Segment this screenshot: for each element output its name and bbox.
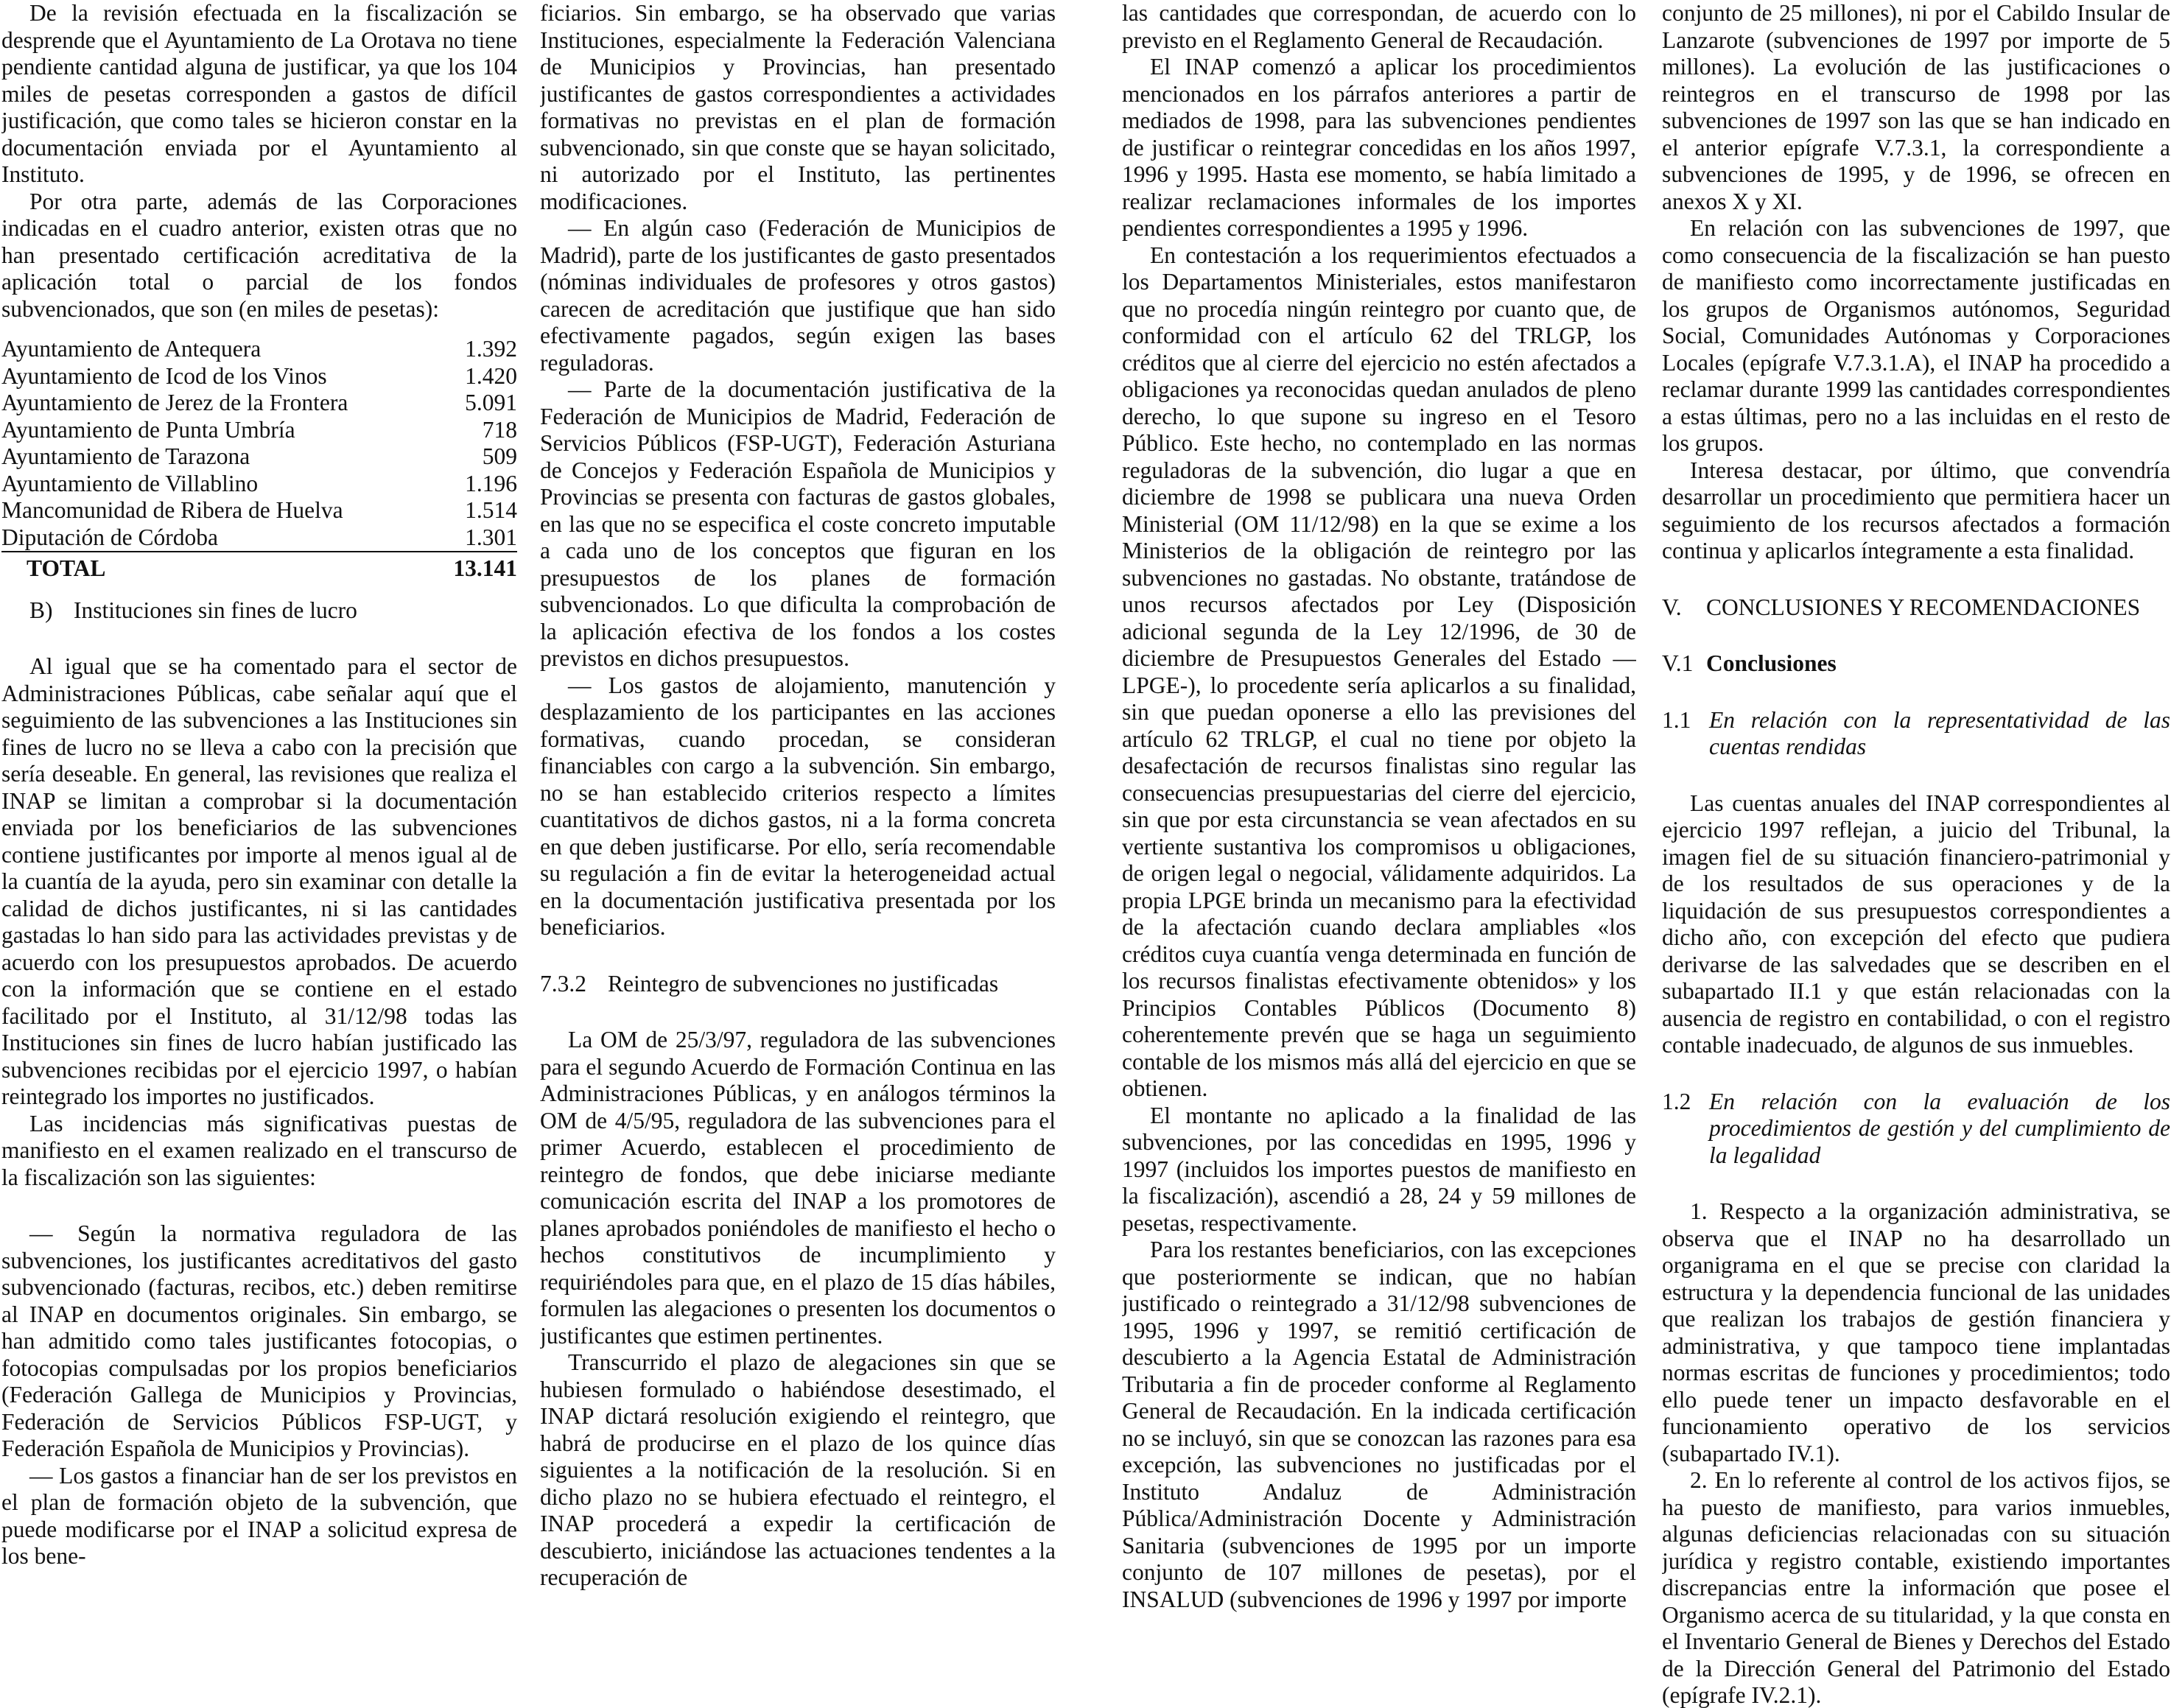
subsection-title: En relación con la evaluación de los procedimientos de gestión y del cumplimiento de la legalidad xyxy=(1709,1088,2170,1168)
entity-name: Ayuntamiento de Jerez de la Frontera xyxy=(1,390,348,415)
paragraph: ficiarios. Sin embargo, se ha observado que varias Instituciones, especialmente la Federación Valenciana de Municipios y Provincias, han presentado justificantes de gastos correspondientes a actividades formativas no previstas en el plan de formación subvencionado, sin que conste que se hayan solicitado, ni autorizado por el Instituto, las pertinentes modificaciones. xyxy=(540,0,1056,214)
paragraph: Interesa destacar, por último, que convendría desarrollar un procedimiento que permitiera hacer un seguimiento de los recursos afectados a formación continua y aplicarlos íntegramente a esta finalidad. xyxy=(1662,457,2170,563)
subsection-number: 1.2 xyxy=(1662,1088,1691,1114)
table-row xyxy=(1,443,517,471)
column-4 xyxy=(1662,0,2170,1708)
paragraph: — Según la normativa reguladora de las subvenciones, los justificantes acreditativos del gasto subvencionado (facturas, recibos, etc.) deben remitirse al INAP en documentos originales. Sin embargo, se han admitido como tales justificantes fotocopias, o fotocopias compulsadas por los propios beneficiarios (Federación Gallega de Municipios y Provincias, Federación de Servicios Públicos FSP-UGT, y Federación Española de Municipios y Provincias). xyxy=(1,1220,517,1461)
table-row xyxy=(1,363,517,390)
table-row xyxy=(1,417,517,444)
entity-name: Mancomunidad de Ribera de Huelva xyxy=(1,497,343,523)
entity-amount: 1.514 xyxy=(465,497,517,523)
column-1 xyxy=(1,0,517,1708)
entity-name: Ayuntamiento de Tarazona xyxy=(1,443,250,469)
table-row xyxy=(1,497,517,524)
subsection-number: 1.1 xyxy=(1662,706,1691,733)
section-number: V. xyxy=(1662,594,1682,620)
column-2 xyxy=(540,0,1056,1708)
entity-name: Ayuntamiento de Punta Umbría xyxy=(1,416,295,443)
entity-name: Diputación de Córdoba xyxy=(1,524,218,550)
total-label: TOTAL xyxy=(1,552,437,583)
paragraph: — Los gastos de alojamiento, manutención y desplazamiento de los participantes en las acciones formativas, cuando procedan, se consideran financiables con cargo a la subvención. Sin embargo, no se han establecido criterios respecto a límites cuantitativos de dichos gastos, ni a la forma concreta en que deben justificarse. Por ello, sería recomendable su regulación a fin de evitar la heterogeneidad actual en la documentación justificativa presentada por los beneficiarios. xyxy=(540,672,1056,940)
column-3 xyxy=(1122,0,1636,1708)
paragraph: Para los restantes beneficiarios, con las excepciones que posteriormente se indican, que no habían justificado o reintegrado a 31/12/98 subvenciones de 1995, 1996 y 1997, se remitió certificación de descubierto a la Agencia Estatal de Administración Tributaria a fin de proceder conforme al Reglamento General de Recaudación. En la indicada certificación no se incluyó, sin que se conozcan las razones para esa excepción, las subvenciones no justificadas por el Instituto Andaluz de Administración Pública/Administración Docente y Administración Sanitaria (subvenciones de 1995 por un importe conjunto de 107 millones de pesetas), por el INSALUD (subvenciones de 1996 y 1997 por importe xyxy=(1122,1237,1636,1612)
entity-amount: 509 xyxy=(482,443,517,469)
entity-amount: 1.392 xyxy=(465,336,517,362)
subheading-732 xyxy=(540,971,1056,998)
section-title: Conclusiones xyxy=(1706,650,1837,676)
paragraph: — Parte de la documentación justificativa de la Federación de Municipios de Madrid, Federación de Servicios Públicos (FSP-UGT), Federación Asturiana de Concejos y Federación Española de Municipios y Provincias se presenta con facturas de gastos globales, en las que no se especifica el coste concreto imputable a cada uno de los conceptos que figuran en los presupuestos de los planes de formación subvencionados. Lo que dificulta la comprobación de la aplicación efectiva de los fondos a los costes previstos en dichos presupuestos. xyxy=(540,376,1056,671)
entity-name: Ayuntamiento de Villablino xyxy=(1,470,259,496)
paragraph: 2. En lo referente al control de los activos fijos, se ha puesto de manifiesto, para varios inmuebles, algunas deficiencias relacionadas con su situación jurídica y registro contable, existiendo importantes discrepancias entre la información que posee el Organismo acerca de su titularidad, y la que consta en el Inventario General de Bienes y Derechos del Estado de la Dirección General del Patrimonio del Estado (epígrafe IV.2.1). xyxy=(1662,1467,2170,1708)
paragraph: Las cuentas anuales del INAP correspondientes al ejercicio 1997 reflejan, a juicio del Tribunal, la imagen fiel de su situación financiero-patrimonial y de los resultados de sus operaciones y de la liquidación de sus presupuestos correspondientes a dicho año, con excepción del efecto que pudiera derivarse de las salvedades que se describen en el subapartado II.1 y que están relacionadas con la ausencia de registro en contabilidad, o con el registro contable inadecuado, de algunos de sus inmuebles. xyxy=(1662,790,2170,1058)
section-number: V.1 xyxy=(1662,650,1694,676)
table-row xyxy=(1,524,517,552)
paragraph: — En algún caso (Federación de Municipios de Madrid), parte de los justificantes de gasto presentados (nóminas individuales de profesores y otros gastos) carecen de acreditación que justifique que han sido efectivamente pagados, según exigen las bases reguladoras. xyxy=(540,215,1056,376)
paragraph: El INAP comenzó a aplicar los procedimientos mencionados en los párrafos anteriores a partir de mediados de 1998, para las subvenciones pendientes de justificar o reintegrar concedidas en los años 1997, 1996 y 1995. Hasta ese momento, se había limitado a realizar reclamaciones informales de los importes pendientes correspondientes a 1995 y 1996. xyxy=(1122,54,1636,241)
subsection-title: En relación con la representatividad de las cuentas rendidas xyxy=(1709,706,2170,759)
paragraph: las cantidades que correspondan, de acuerdo con lo previsto en el Reglamento General de Recaudación. xyxy=(1122,0,1636,53)
subheading-title: Reintegro de subvenciones no justificadas xyxy=(608,970,999,997)
subheading-title: Instituciones sin fines de lucro xyxy=(74,597,357,623)
paragraph: 1. Respecto a la organización administrativa, se observa que el INAP no ha desarrollado un organigrama en el que se precise con claridad la estructura y la dependencia funcional de las unidades que realizan los trabajos de gestión financiera y administrativa, y que tampoco tiene implantadas normas escritas de funciones y procedimientos; todo ello puede tener un impacto desfavorable en el funcionamiento operativo de los servicios (subapartado IV.1). xyxy=(1662,1198,2170,1466)
entity-amount: 1.196 xyxy=(465,470,517,496)
section-title: CONCLUSIONES Y RECOMENDACIONES xyxy=(1706,594,2141,620)
subheading-b xyxy=(1,597,517,625)
table-row xyxy=(1,336,517,363)
entity-name: Ayuntamiento de Icod de los Vinos xyxy=(1,362,327,389)
paragraph: En relación con las subvenciones de 1997, que como consecuencia de la fiscalización se han puesto de manifiesto como incorrectamente justificadas en los grupos de Organismos autónomos, Seguridad Social, Comunidades Autónomas y Corporaciones Locales (epígrafe V.7.3.1.A), el INAP ha procedido a reclamar durante 1999 las cantidades correspondientes a estas últimas, pero no a las incluidas en el resto de los grupos. xyxy=(1662,215,2170,456)
paragraph: Por otra parte, además de las Corporaciones indicadas en el cuadro anterior, existen otras que no han presentado certificación acreditativa de la aplicación total o parcial de los fondos subvencionados, que son (en miles de pesetas): xyxy=(1,188,517,322)
paragraph: El montante no aplicado a la finalidad de las subvenciones, por las concedidas en 1995, 1996 y 1997 (incluidos los importes puestos de manifiesto en la fiscalización), ascendió a 28, 24 y 59 millones de pesetas, respectivamente. xyxy=(1122,1102,1636,1236)
paragraph: Las incidencias más significativas puestas de manifiesto en el examen realizado en el transcurso de la fiscalización son las siguientes: xyxy=(1,1110,517,1190)
paragraph: — Los gastos a financiar han de ser los previstos en el plan de formación objeto de la subvención, que puede modificarse por el INAP a solicitud expresa de los bene- xyxy=(1,1462,517,1569)
paragraph: Al igual que se ha comentado para el sector de Administraciones Públicas, cabe señalar aquí que el seguimiento de las subvenciones a las Instituciones sin fines de lucro no se lleva a cabo con la precisión que sería deseable. En general, las revisiones que realiza el INAP se limitan a comprobar si la documentación enviada por los beneficiarios de las subvenciones contiene justificantes por importe al menos igual al de la cuantía de la ayuda, pero sin examinar con detalle la calidad de dichos justificantes, ni si las cantidades gastadas lo han sido para las actividades previstas y de acuerdo con los presupuestos aprobados. De acuerdo con la información que se contiene en el estado facilitado por el Instituto, al 31/12/98 todas las Instituciones sin fines de lucro habían justificado las subvenciones recibidas por el ejercicio 1997, o habían reintegrado los importes no justificados. xyxy=(1,653,517,1109)
entity-amount: 718 xyxy=(482,416,517,443)
paragraph: Transcurrido el plazo de alegaciones sin que se hubiesen formulado o habiéndose desestimado, el INAP dictará resolución exigiendo el reintegro, que habrá de producirse en el plazo de los quince días siguientes a la notificación de la resolución. Si en dicho plazo no se hubiera efectuado el reintegro, el INAP procederá a expedir la certificación de descubierto, iniciándose las actuaciones tendentes a la recuperación de xyxy=(540,1349,1056,1590)
subsection-heading-1-2 xyxy=(1662,1089,2170,1170)
section-heading-v1 xyxy=(1662,650,2170,678)
entity-name: Ayuntamiento de Antequera xyxy=(1,336,262,362)
paragraph: La OM de 25/3/97, reguladora de las subvenciones para el segundo Acuerdo de Formación Continua en las Administraciones Públicas, y en análogos términos la OM de 4/5/95, reguladora de las subvenciones para el primer Acuerdo, establecen el procedimiento de reintegro de fondos, que debe iniciarse mediante comunicación escrita del INAP a los promotores de planes aprobados poniéndoles de manifiesto el hecho o hechos constitutivos de incumplimiento y requiriéndoles para que, en el plazo de 15 días hábiles, formulen las alegaciones o presenten los documentos o justificantes que estimen pertinentes. xyxy=(540,1027,1056,1349)
subheading-number: 7.3.2 xyxy=(540,970,586,997)
entity-amount: 1.420 xyxy=(465,362,517,389)
table-row xyxy=(1,471,517,498)
paragraph: conjunto de 25 millones), ni por el Cabildo Insular de Lanzarote (subvenciones de 1997 por importe de 5 millones). La evolución de las justificaciones o reintegros en el transcurso de 1998 por las subvenciones de 1997 son las que se han indicado en el anterior epígrafe V.7.3.1, la correspondiente a subvenciones de 1995, y de 1996, se ofrecen en anexos X y XI. xyxy=(1662,0,2170,214)
subheading-number: B) xyxy=(29,597,53,623)
table-row xyxy=(1,390,517,417)
section-heading-v xyxy=(1662,594,2170,622)
paragraph: De la revisión efectuada en la fiscalización se desprende que el Ayuntamiento de La Orotava no tiene pendiente cantidad alguna de justificar, ya que los 104 miles de pesetas corresponden a gastos de difícil justificación, que como tales se hicieron constar en la documentación enviada por el Ayuntamiento al Instituto. xyxy=(1,0,517,187)
subsection-heading-1-1 xyxy=(1662,707,2170,761)
entity-amount: 1.301 xyxy=(465,524,517,550)
total-value: 13.141 xyxy=(437,552,517,583)
table-total-row xyxy=(1,552,517,583)
paragraph: En contestación a los requerimientos efectuados a los Departamentos Ministeriales, estos manifestaron que no procedía ningún reintegro por cuanto que, de conformidad con el artículo 62 del TRLGP, los créditos que al cierre del ejercicio no estén afectados a obligaciones ya reconocidas quedan anulados de pleno derecho, lo que supone su ingreso en el Tesoro Público. Este hecho, no contemplado en las normas reguladoras de la subvención, dio lugar a que en diciembre de 1998 se publicara una nueva Orden Ministerial (OM 11/12/98) en la que se exime a los Ministerios de la obligación de reintegro por las subvenciones no gastadas. No obstante, tratándose de unos recursos afectados por Ley (Disposición adicional segunda de la Ley 12/1996, de 30 de diciembre de Presupuestos Generales del Estado —LPGE-), lo procedente sería aplicarlos a su finalidad, sin que puedan oponerse a ello las previsiones del artículo 62 TRLGP, el cual no tiene por objeto la desafectación de recursos finalistas sino regular las consecuencias presupuestarias del cierre del ejercicio, sin que por esta circunstancia se vean afectados en su vertiente sustantiva los compromisos u obligaciones, de origen legal o negocial, válidamente adquiridos. La propia LPGE brinda un mecanismo para la efectividad de la afectación cuando declara ampliables «los créditos cuya cuantía venga determinada en función de los recursos finalistas efectivamente obtenidos» y los Principios Contables Públicos (Documento 8) coherentemente prevén que se haga un seguimiento contable de los mismos más allá del ejercicio en que se obtienen. xyxy=(1122,242,1636,1101)
amounts-table xyxy=(1,336,517,583)
entity-amount: 5.091 xyxy=(465,390,517,415)
